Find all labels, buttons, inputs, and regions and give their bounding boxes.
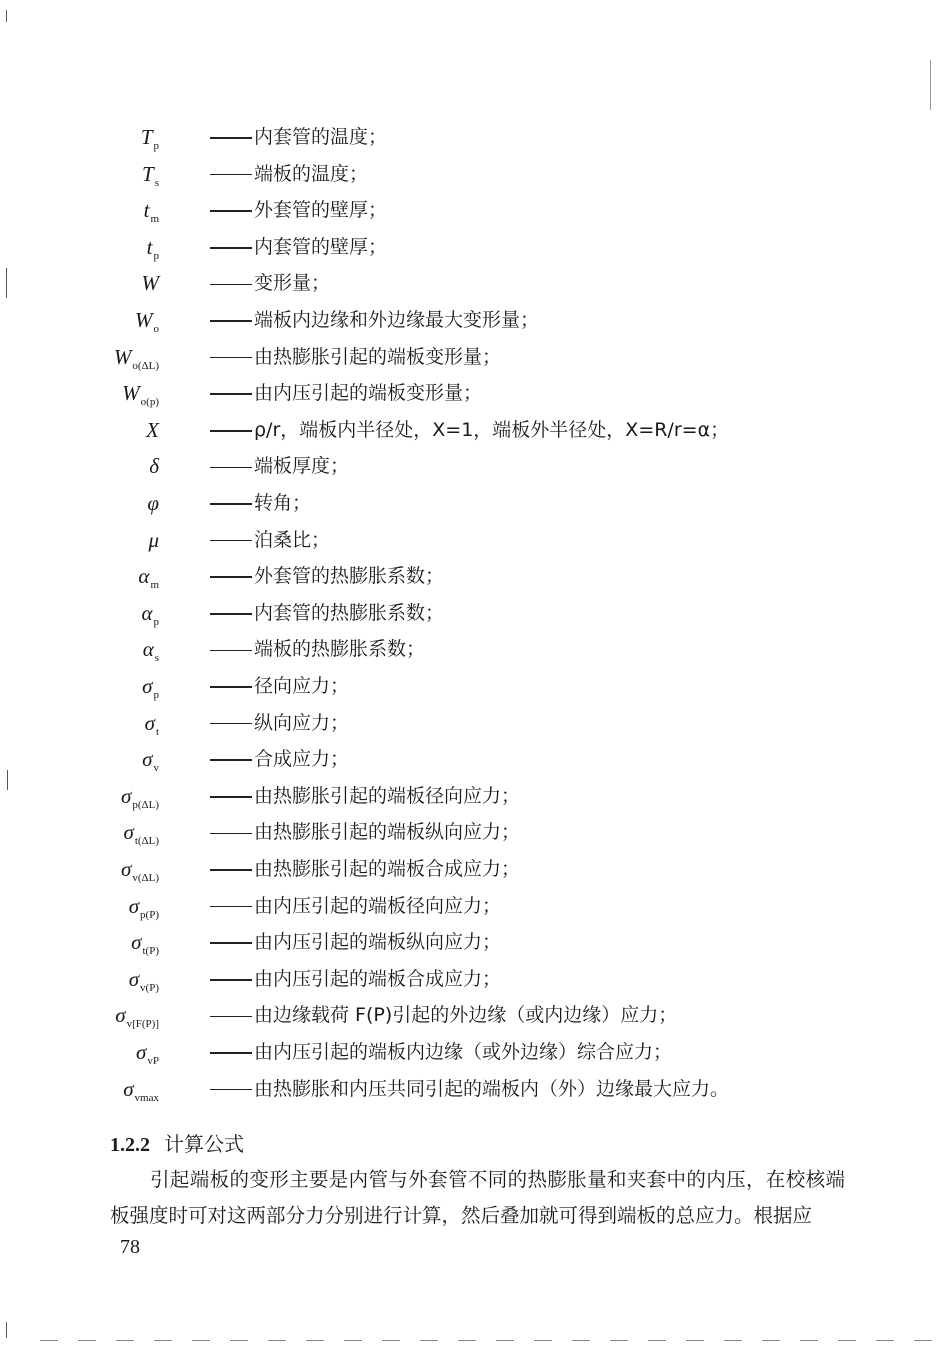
definition-row	[0, 415, 900, 445]
definition-symbol: $\sigma_{vmax}$	[123, 1076, 159, 1104]
scan-mark	[154, 1340, 172, 1341]
definition-description: 由内压引起的端板径向应力；	[254, 894, 502, 917]
definition-row	[0, 781, 900, 811]
definition-symbol: $t_m$	[143, 198, 159, 226]
definition-row	[0, 927, 900, 957]
definition-subscript: vP	[147, 1055, 159, 1067]
definition-symbol: $T_p$	[140, 125, 159, 152]
definition-description: 外套管的热膨胀系数；	[254, 565, 445, 588]
definition-description: 变形量；	[254, 272, 331, 295]
definition-subscript: o	[153, 323, 159, 335]
definition-subscript: o(ΔL)	[132, 359, 159, 372]
definition-row	[0, 854, 900, 884]
scan-mark	[572, 1340, 590, 1341]
scan-mark	[914, 1340, 932, 1341]
definition-row	[0, 671, 900, 701]
em-dash-separator	[210, 393, 252, 395]
scan-mark	[800, 1340, 818, 1341]
em-dash-separator	[210, 284, 252, 286]
definition-row	[0, 342, 900, 372]
scan-mark	[420, 1340, 438, 1341]
em-dash-separator	[210, 723, 252, 725]
scan-mark	[496, 1340, 514, 1341]
definition-description: 由内压引起的端板纵向应力；	[254, 931, 502, 954]
scan-mark	[344, 1340, 362, 1341]
definition-subscript: p(P)	[140, 908, 159, 921]
definition-row	[0, 598, 900, 628]
definition-symbol: $t_p$	[146, 234, 159, 262]
scan-mark	[230, 1340, 248, 1341]
definition-description: 由热膨胀引起的端板径向应力；	[254, 784, 521, 807]
definition-description: 由热膨胀引起的端板变形量；	[254, 345, 502, 368]
em-dash-separator	[210, 796, 252, 798]
definition-row	[0, 561, 900, 591]
definition-subscript: p	[153, 689, 159, 701]
definition-subscript: p(ΔL)	[132, 798, 159, 811]
definition-description: 由热膨胀和内压共同引起的端板内（外）边缘最大应力。	[254, 1077, 730, 1100]
definition-description: ρ/r，端板内半径处，X=1，端板外半径处，X=R/r=α；	[254, 418, 730, 441]
scan-mark	[534, 1340, 552, 1341]
definition-subscript: p	[153, 249, 159, 262]
definition-subscript: t	[155, 725, 159, 738]
definition-description: 泊桑比；	[254, 528, 331, 551]
scan-mark	[838, 1340, 856, 1341]
definition-row	[0, 1000, 900, 1030]
em-dash-separator	[210, 759, 252, 761]
definition-subscript: m	[150, 579, 159, 592]
definition-subscript: v[F(P)]	[126, 1018, 159, 1031]
scan-mark	[78, 1340, 96, 1341]
definition-row	[0, 268, 900, 298]
definition-row	[0, 159, 900, 189]
definition-description: 径向应力；	[254, 675, 350, 697]
scan-mark	[930, 60, 931, 110]
definition-symbol: $\alpha_p$	[141, 600, 159, 628]
em-dash-separator	[210, 320, 252, 322]
definition-subscript: t(P)	[142, 945, 159, 958]
em-dash-separator	[210, 650, 252, 652]
page-number: 78	[120, 1236, 140, 1258]
definition-symbol: $\sigma_{p(P)}$	[128, 893, 159, 921]
definition-description: 由边缘载荷 F(P)引起的外边缘（或内边缘）应力；	[254, 1004, 678, 1027]
em-dash-separator	[210, 686, 252, 688]
em-dash-separator	[210, 174, 252, 176]
em-dash-separator	[210, 833, 252, 835]
definition-row	[0, 744, 900, 774]
em-dash-separator	[210, 247, 252, 249]
definition-description: 合成应力；	[254, 748, 350, 771]
definition-symbol: $\sigma_t$	[144, 710, 159, 738]
scan-mark	[686, 1340, 704, 1341]
definition-description: 外套管的壁厚；	[254, 199, 388, 222]
scan-mark	[192, 1340, 210, 1341]
definition-row	[0, 232, 900, 262]
definition-description: 由热膨胀引起的端板纵向应力；	[254, 821, 521, 844]
definition-symbol: $\alpha_s$	[142, 637, 159, 665]
definition-row	[0, 1074, 900, 1104]
definition-description: 由内压引起的端板变形量；	[254, 382, 483, 405]
definition-symbol: $\sigma_{v[F(P)]}$	[115, 1003, 159, 1031]
em-dash-separator	[210, 869, 252, 871]
definition-subscript: v(ΔL)	[132, 872, 159, 884]
definition-subscript: vmax	[134, 1091, 159, 1104]
em-dash-separator	[210, 942, 252, 944]
definition-symbol: $W_{o(p)}$	[122, 381, 159, 409]
definition-symbol: W	[141, 271, 159, 296]
definition-row	[0, 451, 900, 481]
definition-row	[0, 122, 900, 152]
definition-description: 由热膨胀引起的端板合成应力；	[254, 858, 521, 880]
definition-row	[0, 891, 900, 921]
scan-mark	[458, 1340, 476, 1341]
definition-row	[0, 1037, 900, 1067]
scan-mark	[40, 1340, 58, 1341]
definition-symbol: $W_{o(\Delta L)}$	[113, 344, 159, 372]
definition-symbol: $\alpha_m$	[138, 564, 159, 592]
scan-mark	[648, 1340, 666, 1341]
definition-description: 端板内边缘和外边缘最大变形量；	[254, 309, 540, 331]
definition-description: 端板厚度；	[254, 455, 350, 478]
definition-symbol: μ	[148, 527, 159, 552]
em-dash-separator	[210, 503, 252, 505]
definition-subscript: t(ΔL)	[134, 835, 159, 848]
definition-symbol: $\sigma_{p(\Delta L)}$	[121, 783, 159, 811]
scan-mark	[306, 1340, 324, 1341]
definition-symbol: $\sigma_{t(P)}$	[131, 930, 159, 958]
definition-subscript: m	[150, 213, 159, 226]
definition-row	[0, 378, 900, 408]
definition-subscript: o(p)	[140, 396, 159, 409]
definition-row	[0, 708, 900, 738]
definition-subscript: s	[154, 176, 159, 189]
em-dash-separator	[210, 1089, 252, 1091]
definition-row	[0, 634, 900, 664]
scan-mark	[876, 1340, 894, 1341]
scan-mark	[610, 1340, 628, 1341]
scan-mark	[116, 1340, 134, 1341]
scan-mark	[6, 1322, 7, 1338]
scan-mark	[382, 1340, 400, 1341]
definition-description: 内套管的壁厚；	[254, 235, 388, 258]
em-dash-separator	[210, 1052, 252, 1054]
section-title: 计算公式	[164, 1132, 244, 1156]
definition-subscript: p	[153, 615, 159, 628]
em-dash-separator	[210, 613, 252, 615]
definition-row	[0, 305, 900, 335]
definition-subscript: v(P)	[140, 981, 159, 994]
definition-row	[0, 525, 900, 555]
definition-subscript: s	[154, 652, 159, 665]
definition-symbol: $\sigma_{v(P)}$	[128, 966, 159, 994]
definition-symbol: $W_o$	[135, 308, 159, 335]
definition-row	[0, 195, 900, 225]
definition-description: 由内压引起的端板内边缘（或外边缘）综合应力；	[254, 1041, 673, 1063]
section-number: 1.2.2	[110, 1134, 150, 1156]
em-dash-separator	[210, 357, 252, 359]
em-dash-separator	[210, 210, 252, 212]
definition-description: 内套管的温度；	[254, 126, 388, 148]
em-dash-separator	[210, 430, 252, 432]
definition-symbol: $\sigma_p$	[142, 674, 159, 701]
definition-description: 端板的温度；	[254, 162, 369, 185]
section-heading	[110, 1128, 244, 1157]
em-dash-separator	[210, 576, 252, 578]
definition-symbol: $\sigma_{vP}$	[136, 1040, 159, 1067]
scan-mark	[724, 1340, 742, 1341]
em-dash-separator	[210, 540, 252, 542]
definition-row	[0, 488, 900, 518]
definition-description: 转角；	[254, 492, 312, 514]
definition-row	[0, 817, 900, 847]
definition-subscript: p	[153, 140, 159, 152]
definition-description: 纵向应力；	[254, 711, 350, 734]
definition-symbol: $\sigma_v$	[142, 747, 159, 775]
body-paragraph: 引起端板的变形主要是内管与外套管不同的热膨胀量和夹套中的内压，在校核端板强度时可对这两部分力分别进行计算，然后叠加就可得到端板的总应力。根据应	[110, 1168, 845, 1227]
definition-row	[0, 964, 900, 994]
em-dash-separator	[210, 906, 252, 908]
em-dash-separator	[210, 137, 252, 139]
em-dash-separator	[210, 467, 252, 469]
em-dash-separator	[210, 1016, 252, 1018]
definition-symbol: $\sigma_{v(\Delta L)}$	[121, 857, 159, 884]
definition-description: 内套管的热膨胀系数；	[254, 601, 445, 624]
definition-symbol: $\sigma_{t(\Delta L)}$	[123, 820, 159, 848]
definition-description: 由内压引起的端板合成应力；	[254, 967, 502, 990]
definition-symbol: $T_s$	[142, 161, 159, 189]
definition-symbol: X	[146, 417, 159, 442]
em-dash-separator	[210, 979, 252, 981]
definition-subscript: v	[153, 762, 159, 775]
definition-symbol: δ	[149, 454, 159, 479]
definition-description: 端板的热膨胀系数；	[254, 638, 426, 661]
scan-mark	[762, 1340, 780, 1341]
scan-mark	[6, 268, 7, 298]
scan-mark	[7, 770, 8, 790]
definition-symbol: φ	[147, 491, 159, 515]
scan-mark	[6, 10, 7, 22]
scan-mark	[268, 1340, 286, 1341]
